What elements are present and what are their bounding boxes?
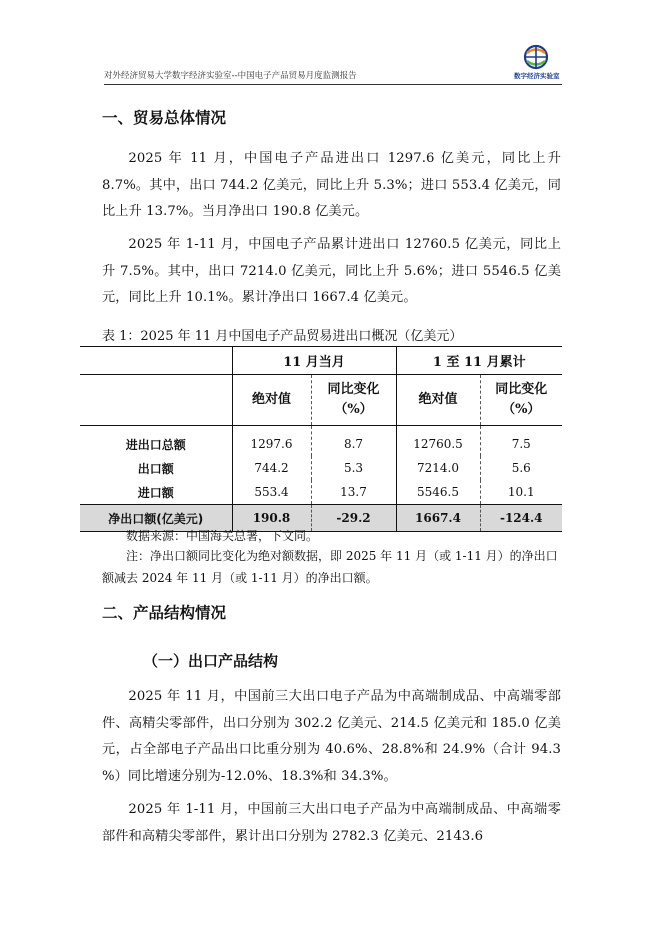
header-rule [104,84,562,85]
section-2-title: 二、产品结构情况 [102,604,227,622]
table-group-header-row [80,347,562,375]
table-cell: 1297.6 [232,426,311,457]
table-note: 注：净出口额同比变化为绝对额数据，即 2025 年 11 月（或 1-11 月）的净出口额减去 2024 年 11 月（或 1-11 月）的净出口额。 [102,549,558,585]
table-corner-cell [80,375,232,426]
section-2-subtitle: （一）出口产品结构 [143,652,279,670]
page-header [104,44,562,88]
sub-header-cum-value: 绝对值 [396,375,480,426]
section-2-paragraph-2: 2025 年 1-11 月，中国前三大出口电子产品为中高端制成品、中高端零部件和高精尖零部件，累计出口分别为 2782.3 亿美元、2143.6 [102,802,561,844]
table-cell: 8.7 [311,426,396,457]
table-cell: 7.5 [480,426,562,457]
row-label: 出口额 [137,461,174,476]
table-cell: 12760.5 [396,426,480,457]
lab-logo [514,44,558,80]
table-cell: 5.3 [311,456,396,480]
table-cell: 5.6 [480,456,562,480]
section-1-title: 一、贸易总体情况 [102,109,227,127]
table-cell: 5546.5 [396,480,480,505]
table-cell: 10.1 [480,480,562,505]
table-cell: -29.2 [311,505,396,532]
table-cell: 553.4 [232,480,311,505]
group-header-cumulative: 1 至 11 月累计 [396,347,562,375]
logo-text: 数字经济实验室 [514,72,560,80]
table-cell: -124.4 [480,505,562,532]
trade-summary-table [80,346,562,532]
table-row [80,456,562,480]
table-sub-header-row [80,375,562,426]
group-header-month: 11 月当月 [232,347,396,375]
sub-header-month-value: 绝对值 [232,375,311,426]
table-cell: 13.7 [311,480,396,505]
section-1-paragraph-1: 2025 年 11 月，中国电子产品进出口 1297.6 亿美元，同比上升 8.7%。其中，出口 744.2 亿美元，同比上升 5.3%；进口 553.4 亿美元，同比上升 13.7%。当月净出口 190.8 亿美元。 [102,151,561,219]
table-cell: 190.8 [232,505,311,532]
table-cell: 744.2 [232,456,311,480]
table-row [80,426,562,457]
globe-logo-icon [521,44,551,70]
running-title: 对外经济贸易大学数字经济实验室--中国电子产品贸易月度监测报告 [104,71,357,81]
table-row [80,480,562,505]
section-1-paragraph-2: 2025 年 1-11 月，中国电子产品累计进出口 12760.5 亿美元，同比上升 7.5%。其中，出口 7214.0 亿美元，同比上升 5.6%；进口 5546.5 亿美元，同比上升 10.1%。累计净出口 1667.4 亿美元。 [102,237,561,305]
table-source: 数据来源：中国海关总署，下文同。 [126,529,319,543]
sub-header-month-yoy: 同比变化 （%） [311,375,396,426]
table-cell: 1667.4 [396,505,480,532]
row-label: 进出口总额 [125,437,186,452]
sub-header-cum-yoy: 同比变化 （%） [480,375,562,426]
table-corner-cell [80,347,232,375]
table-cell: 7214.0 [396,456,480,480]
row-label: 净出口额(亿美元) [80,505,232,532]
table-caption: 表 1：2025 年 11 月中国电子产品贸易进出口概况（亿美元） [102,329,463,344]
row-label: 进口额 [137,485,174,500]
section-2-paragraph-1: 2025 年 11 月，中国前三大出口电子产品为中高端制成品、中高端零部件、高精尖零部件，出口分别为 302.2 亿美元、214.5 亿美元和 185.0 亿美元，占全部电子产品出口比重分别为 40.6%、28.8%和 24.9%（合计 94.3 %）同比增速分别为-12.0%、18.3%和 34.3%。 [102,689,561,784]
